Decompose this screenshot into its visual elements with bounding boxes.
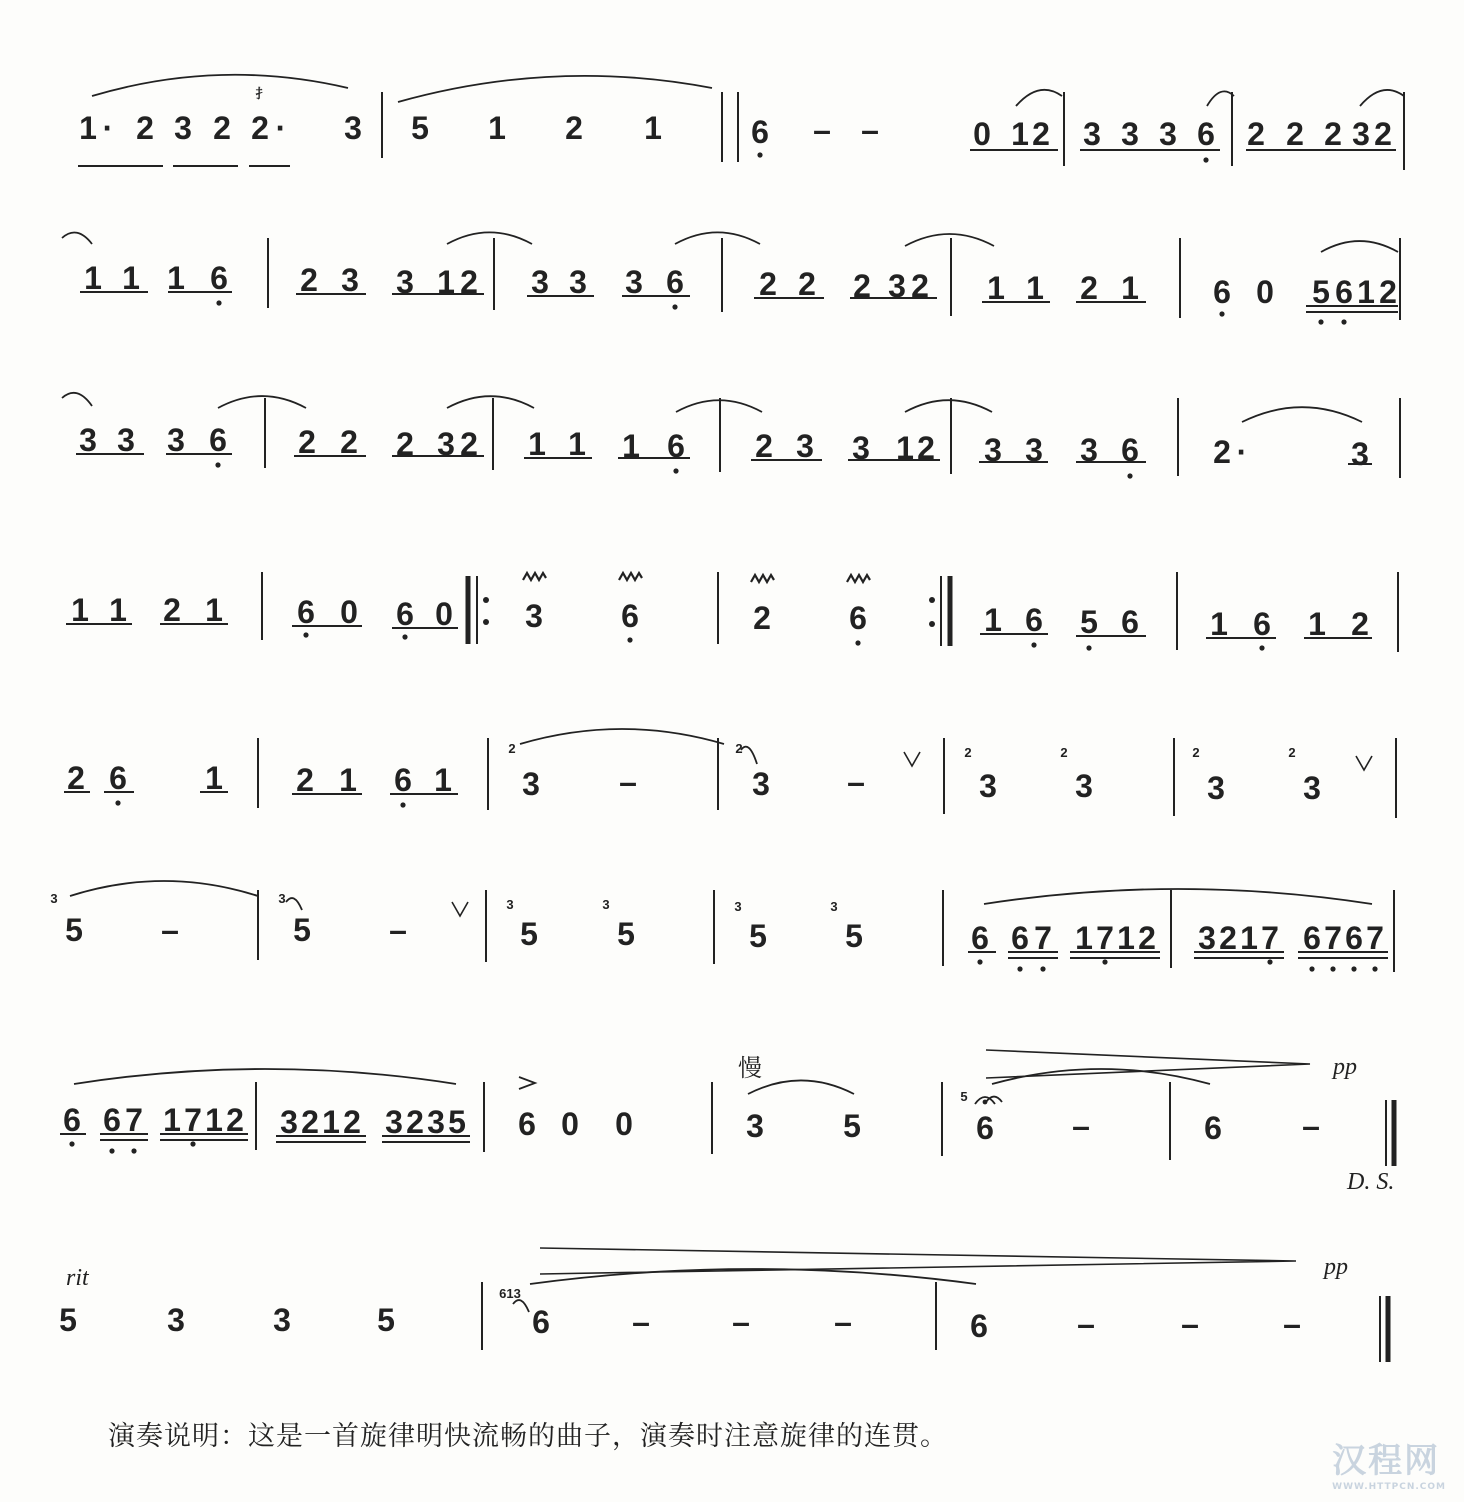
note-digit: 2 <box>460 264 478 300</box>
note-digit: 2 <box>1213 434 1231 470</box>
note-digit: 6 <box>518 1106 536 1142</box>
note-digit: 2 <box>565 110 583 146</box>
performance-instructions: 演奏说明：这是一首旋律明快流畅的曲子，演奏时注意旋律的连贯。 <box>108 1421 948 1452</box>
note-digit: 1 <box>987 270 1005 306</box>
note-digit: 6 <box>63 1102 81 1138</box>
note-digit: 5 <box>845 918 863 954</box>
note-digit: – <box>813 112 831 148</box>
note-digit: 6 <box>976 1110 994 1146</box>
note-digit: 0 <box>1256 274 1274 310</box>
note-digit: – <box>732 1304 750 1340</box>
note-digit: 1 <box>167 260 185 296</box>
slur-arc <box>398 76 712 102</box>
note-digit: – <box>861 112 879 148</box>
note-digit: 2 <box>251 110 269 146</box>
fermata-dot <box>983 1100 988 1105</box>
octave-dot <box>1086 645 1091 650</box>
note-digit: 6 <box>210 260 228 296</box>
note-digit: 2 <box>755 428 773 464</box>
note-digit: 1 <box>84 260 102 296</box>
note-digit: 6 <box>1197 116 1215 152</box>
dynamic-marking: pp <box>1324 1254 1348 1280</box>
note-digit: 6 <box>109 760 127 796</box>
breath-mark <box>452 902 468 916</box>
note-digit: 3 <box>1080 432 1098 468</box>
note-digit: 6 <box>1345 920 1363 956</box>
note-digit: 3 <box>752 766 770 802</box>
note-digit: 2 <box>406 1104 424 1140</box>
octave-dot <box>627 637 632 642</box>
note-digit: 6 <box>209 422 227 458</box>
note-digit: 2 <box>798 266 816 302</box>
note-digit: 3 <box>852 430 870 466</box>
slur-arc <box>1321 241 1398 252</box>
octave-dot <box>303 632 308 637</box>
note-digit: 1 <box>1117 920 1135 956</box>
slur-arc <box>905 234 994 246</box>
note-digit: 3 <box>273 1302 291 1338</box>
slur-arc <box>984 889 1372 904</box>
note-digit: 3 <box>522 766 540 802</box>
slur-arc <box>748 1080 854 1094</box>
grace-note: 2 <box>508 741 516 756</box>
note-digit: 5 <box>843 1108 861 1144</box>
octave-dot <box>1351 966 1356 971</box>
watermark-url: WWW.HTTPCN.COM <box>1332 1482 1446 1492</box>
note-digit: 5 <box>377 1302 395 1338</box>
note-digit: 3 <box>1121 116 1139 152</box>
note-digit: 2 <box>213 110 231 146</box>
note-digit: 0 <box>615 1106 633 1142</box>
slur-arc <box>741 747 757 764</box>
note-digit: 1 <box>984 602 1002 638</box>
note-digit: 2 <box>340 424 358 460</box>
grace-note: 3 <box>506 897 514 912</box>
note-digit: 1 <box>205 1102 223 1138</box>
note-digit: · <box>275 110 287 146</box>
note-digit: 5 <box>448 1104 466 1140</box>
note-digit: 2 <box>1247 116 1265 152</box>
tremolo-mark <box>847 575 870 582</box>
note-digit: 3 <box>625 264 643 300</box>
note-digit: 1 <box>163 1102 181 1138</box>
note-digit: 1 <box>205 592 223 628</box>
slur-arc <box>905 400 992 412</box>
octave-dot <box>1017 966 1022 971</box>
note-digit: 5 <box>1080 604 1098 640</box>
slur-arc <box>62 393 92 406</box>
note-digit: 3 <box>1352 116 1370 152</box>
slur-arc <box>530 1269 976 1284</box>
slur-arc <box>286 898 302 910</box>
note-digit: 3 <box>385 1104 403 1140</box>
note-digit: 3 <box>167 1302 185 1338</box>
note-digit: 3 <box>1159 116 1177 152</box>
note-digit: – <box>389 912 407 948</box>
octave-dot <box>855 640 860 645</box>
note-digit: 6 <box>970 1308 988 1344</box>
octave-dot <box>190 1141 195 1146</box>
note-digit: 1 <box>71 592 89 628</box>
note-digit: 3 <box>979 768 997 804</box>
note-digit: 1 <box>644 110 662 146</box>
note-digit: 3 <box>437 426 455 462</box>
note-digit: 1 <box>1308 606 1326 642</box>
octave-dot <box>1040 966 1045 971</box>
note-digit: 1 <box>1011 116 1029 152</box>
note-digit: 3 <box>984 432 1002 468</box>
note-digit: 2 <box>911 268 929 304</box>
note-digit: 7 <box>1366 920 1384 956</box>
note-digit: 6 <box>1303 920 1321 956</box>
octave-dot <box>1372 966 1377 971</box>
note-digit: – <box>619 764 637 800</box>
note-digit: 1 <box>109 592 127 628</box>
note-digit: 1 <box>622 428 640 464</box>
slur-arc <box>1242 407 1362 422</box>
note-digit: 1 <box>434 762 452 798</box>
note-digit: 2 <box>759 266 777 302</box>
note-digit: 3 <box>427 1104 445 1140</box>
note-digit: 3 <box>888 268 906 304</box>
note-digit: 3 <box>525 598 543 634</box>
grace-note: 2 <box>964 745 972 760</box>
note-digit: · <box>102 110 114 146</box>
note-digit: 6 <box>1213 274 1231 310</box>
octave-dot <box>1127 473 1132 478</box>
grace-note: 扌 <box>255 86 269 101</box>
tremolo-mark <box>619 573 642 580</box>
octave-dot <box>1309 966 1314 971</box>
grace-note: 3 <box>50 891 58 906</box>
note-digit: 7 <box>1324 920 1342 956</box>
note-digit: 6 <box>103 1102 121 1138</box>
note-digit: 1 <box>1210 606 1228 642</box>
dynamic-marking: rit <box>66 1265 89 1291</box>
note-digit: 2 <box>460 426 478 462</box>
slur-arc <box>513 1300 529 1312</box>
note-digit: 1 <box>205 760 223 796</box>
note-digit: – <box>1077 1306 1095 1342</box>
octave-dot <box>131 1148 136 1153</box>
note-digit: – <box>1181 1306 1199 1342</box>
dynamic-marking: pp <box>1333 1054 1357 1080</box>
note-digit: 5 <box>617 916 635 952</box>
repeat-dot <box>929 621 935 627</box>
octave-dot <box>1102 959 1107 964</box>
note-digit: 3 <box>280 1104 298 1140</box>
note-digit: 0 <box>435 596 453 632</box>
octave-dot <box>757 152 762 157</box>
note-digit: – <box>1283 1306 1301 1342</box>
note-digit: 6 <box>1025 602 1043 638</box>
octave-dot <box>1341 319 1346 324</box>
note-digit: 1 <box>339 762 357 798</box>
note-digit: – <box>834 1304 852 1340</box>
note-digit: 3 <box>344 110 362 146</box>
note-digit: 7 <box>1034 920 1052 956</box>
note-digit: 6 <box>1204 1110 1222 1146</box>
note-digit: 2 <box>67 760 85 796</box>
octave-dot <box>673 468 678 473</box>
octave-dot <box>1267 959 1272 964</box>
note-digit: 5 <box>749 918 767 954</box>
note-digit: 1 <box>1075 920 1093 956</box>
breath-mark <box>1356 756 1372 770</box>
note-digit: 2 <box>753 600 771 636</box>
note-digit: 1 <box>122 260 140 296</box>
octave-dot <box>977 959 982 964</box>
note-digit: 3 <box>1083 116 1101 152</box>
note-digit: 2 <box>1351 606 1369 642</box>
note-digit: 2 <box>298 424 316 460</box>
note-digit: 6 <box>1011 920 1029 956</box>
note-digit: 7 <box>1096 920 1114 956</box>
note-digit: 2 <box>1324 116 1342 152</box>
note-digit: – <box>632 1304 650 1340</box>
note-digit: 1 <box>528 426 546 462</box>
note-digit: 2 <box>396 426 414 462</box>
note-digit: 3 <box>1207 770 1225 806</box>
note-digit: 3 <box>117 422 135 458</box>
note-digit: 6 <box>1121 604 1139 640</box>
octave-dot <box>1203 157 1208 162</box>
note-digit: 3 <box>569 264 587 300</box>
note-digit: 6 <box>971 920 989 956</box>
slur-arc <box>675 232 760 244</box>
repeat-dot <box>483 619 489 625</box>
note-digit: 6 <box>394 762 412 798</box>
note-digit: 1 <box>322 1104 340 1140</box>
octave-dot <box>402 634 407 639</box>
note-digit: · <box>1236 434 1248 470</box>
note-digit: 5 <box>520 916 538 952</box>
grace-note: 2 <box>735 741 743 756</box>
slur-arc <box>520 729 724 744</box>
slur-arc <box>70 881 258 896</box>
note-digit: 2 <box>301 1104 319 1140</box>
note-digit: 6 <box>532 1304 550 1340</box>
note-digit: 5 <box>411 110 429 146</box>
octave-dot <box>115 800 120 805</box>
note-digit: 3 <box>1351 436 1369 472</box>
slur-arc <box>62 233 92 244</box>
note-digit: 2 <box>917 430 935 466</box>
note-digit: 6 <box>621 598 639 634</box>
note-digit: 1 <box>79 110 97 146</box>
note-digit: 2 <box>1374 116 1392 152</box>
slur-arc <box>1360 90 1404 106</box>
repeat-dot <box>483 597 489 603</box>
note-digit: 7 <box>184 1102 202 1138</box>
note-digit: 1 <box>1357 274 1375 310</box>
note-digit: 2 <box>1080 270 1098 306</box>
note-digit: 2 <box>296 762 314 798</box>
note-digit: 2 <box>226 1102 244 1138</box>
note-digit: 2 <box>163 592 181 628</box>
note-digit: 3 <box>79 422 97 458</box>
accent-mark <box>519 1077 535 1089</box>
note-digit: 3 <box>1303 770 1321 806</box>
note-digit: 3 <box>167 422 185 458</box>
note-digit: 1 <box>568 426 586 462</box>
note-digit: 6 <box>396 596 414 632</box>
note-digit: 2 <box>1032 116 1050 152</box>
note-digit: 1 <box>1121 270 1139 306</box>
note-digit: 3 <box>174 110 192 146</box>
octave-dot <box>1330 966 1335 971</box>
dynamic-marking: D. S. <box>1347 1169 1395 1195</box>
note-digit: 3 <box>341 262 359 298</box>
note-digit: 3 <box>1025 432 1043 468</box>
decrescendo-hairpin <box>540 1248 1296 1274</box>
grace-note: 613 <box>499 1286 521 1301</box>
note-digit: 3 <box>1075 768 1093 804</box>
note-digit: 6 <box>666 264 684 300</box>
note-digit: – <box>1072 1108 1090 1144</box>
note-digit: 6 <box>297 594 315 630</box>
note-digit: 2 <box>136 110 154 146</box>
note-digit: 2 <box>1379 274 1397 310</box>
note-digit: 0 <box>340 594 358 630</box>
note-digit: 6 <box>849 600 867 636</box>
octave-dot <box>215 462 220 467</box>
octave-dot <box>69 1141 74 1146</box>
slur-arc <box>447 396 534 408</box>
grace-note: 5 <box>960 1089 968 1104</box>
note-digit: 5 <box>293 912 311 948</box>
octave-dot <box>1219 311 1224 316</box>
note-digit: 2 <box>853 268 871 304</box>
note-digit: 6 <box>751 114 769 150</box>
note-digit: – <box>1302 1108 1320 1144</box>
grace-note: 3 <box>278 891 286 906</box>
note-digit: 5 <box>1312 274 1330 310</box>
slur-arc <box>1207 91 1234 106</box>
octave-dot <box>1318 319 1323 324</box>
note-digit: 6 <box>1253 606 1271 642</box>
octave-dot <box>672 304 677 309</box>
slur-arc <box>1016 90 1062 106</box>
octave-dot <box>1031 642 1036 647</box>
note-digit: 7 <box>1261 920 1279 956</box>
note-digit: 2 <box>1138 920 1156 956</box>
note-digit: 3 <box>796 428 814 464</box>
note-digit: – <box>847 764 865 800</box>
grace-note: 2 <box>1288 745 1296 760</box>
breath-mark <box>904 752 920 766</box>
note-digit: 3 <box>531 264 549 300</box>
note-digit: 2 <box>343 1104 361 1140</box>
grace-note: 2 <box>1060 745 1068 760</box>
note-digit: 1 <box>1240 920 1258 956</box>
slur-arc <box>74 1069 456 1084</box>
tempo-marking: 慢 <box>738 1054 762 1082</box>
grace-note: 2 <box>1192 745 1200 760</box>
note-digit: 0 <box>973 116 991 152</box>
note-digit: 6 <box>667 428 685 464</box>
octave-dot <box>216 300 221 305</box>
grace-note: 3 <box>602 897 610 912</box>
note-digit: 2 <box>1219 920 1237 956</box>
note-digit: 6 <box>1121 432 1139 468</box>
note-digit: 1 <box>488 110 506 146</box>
note-digit: 5 <box>65 912 83 948</box>
note-digit: 3 <box>746 1108 764 1144</box>
slur-arc <box>447 232 532 244</box>
octave-dot <box>109 1148 114 1153</box>
note-digit: 0 <box>561 1106 579 1142</box>
site-watermark <box>1332 1433 1446 1492</box>
note-digit: 2 <box>300 262 318 298</box>
note-digit: 1 <box>1026 270 1044 306</box>
watermark-text: 汉程网 <box>1332 1441 1441 1481</box>
note-digit: 1 <box>437 264 455 300</box>
tremolo-mark <box>523 573 546 580</box>
octave-dot <box>1259 645 1264 650</box>
grace-note: 3 <box>830 899 838 914</box>
note-digit: – <box>161 912 179 948</box>
note-digit: 5 <box>59 1302 77 1338</box>
note-digit: 7 <box>125 1102 143 1138</box>
note-digit: 3 <box>1198 920 1216 956</box>
octave-dot <box>400 802 405 807</box>
repeat-dot <box>929 597 935 603</box>
note-digit: 2 <box>1286 116 1304 152</box>
grace-note: 3 <box>734 899 742 914</box>
slur-arc <box>92 75 348 96</box>
note-digit: 3 <box>396 264 414 300</box>
note-digit: 1 <box>896 430 914 466</box>
slur-arc <box>218 396 306 408</box>
note-digit: 6 <box>1335 274 1353 310</box>
tremolo-mark <box>751 575 774 582</box>
